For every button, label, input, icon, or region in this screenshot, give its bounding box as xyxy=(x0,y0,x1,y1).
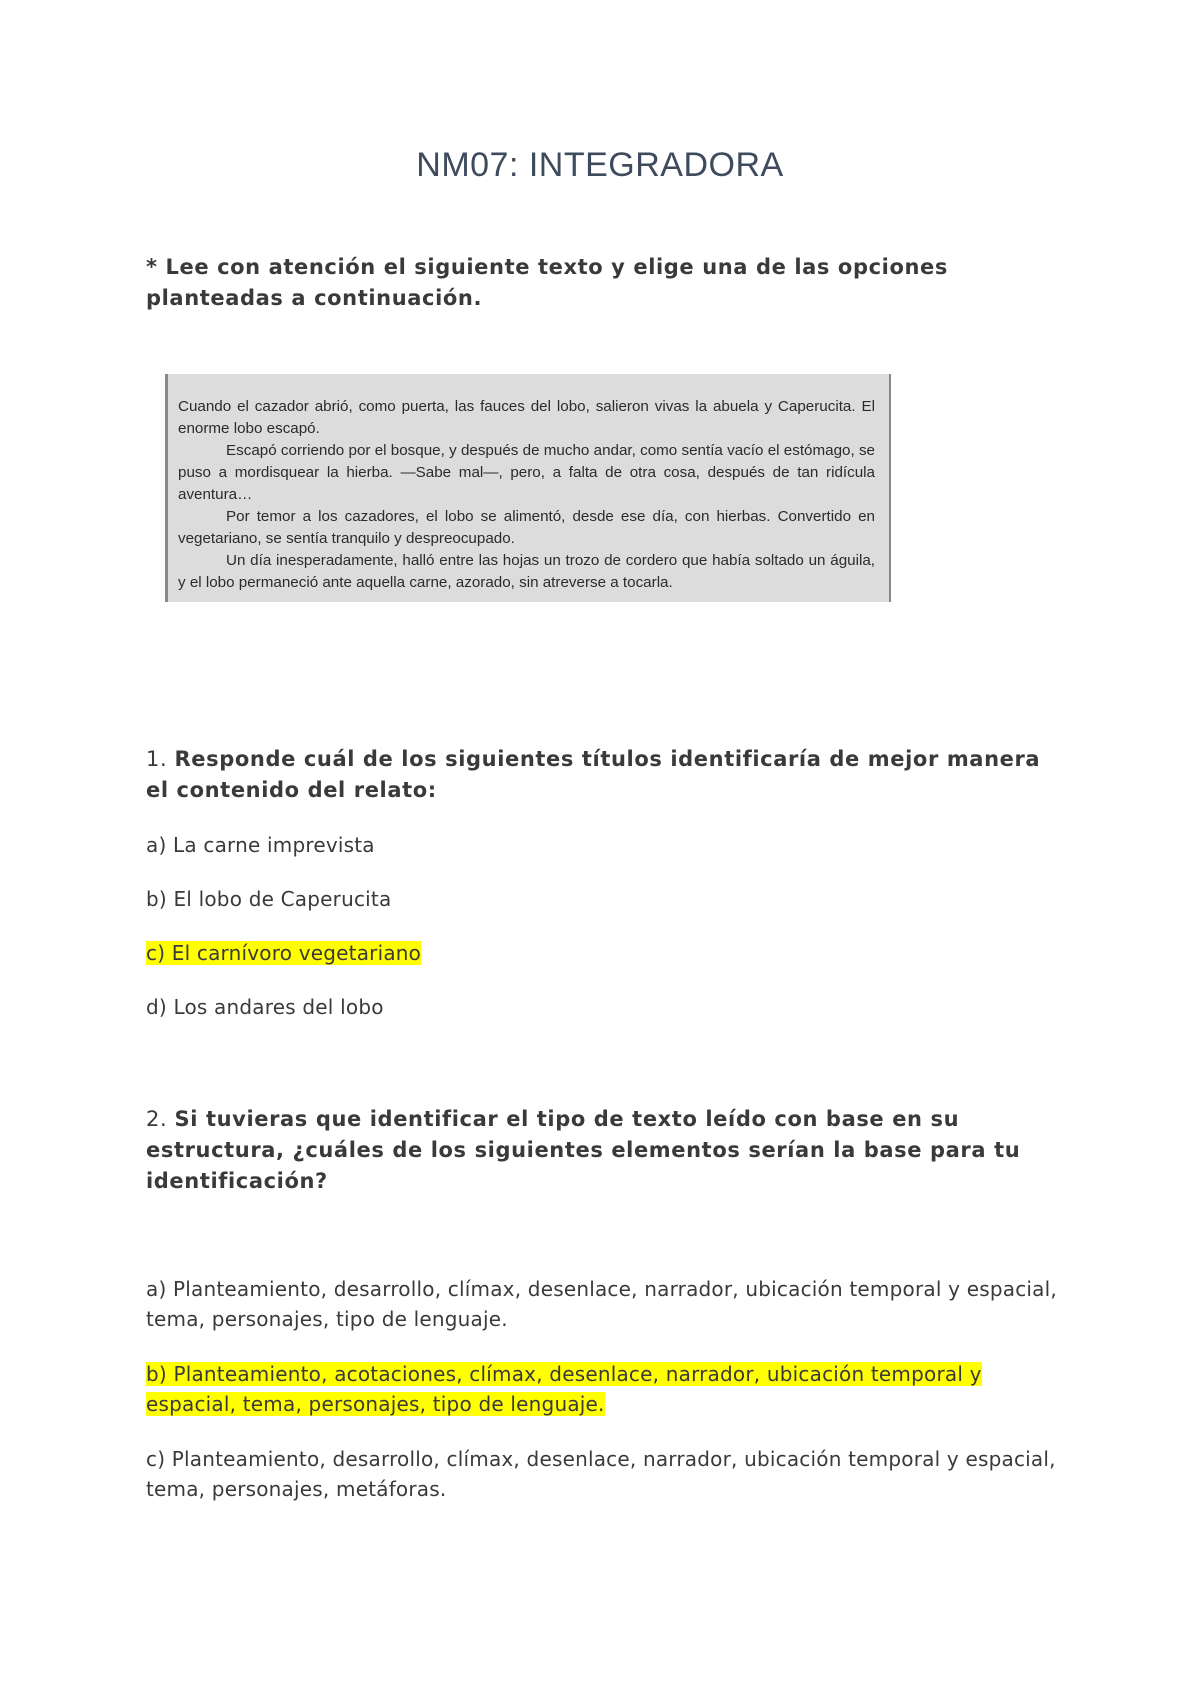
question-2-number: 2. xyxy=(146,1107,168,1131)
q2-option-c-label: c) Planteamiento, desarrollo, clímax, desenlace, narrador, ubicación temporal y espacial, tema, personajes, metáforas. xyxy=(146,1447,1056,1501)
q1-option-d xyxy=(146,992,1076,1022)
excerpt-paragraph-4: Un día inesperadamente, halló entre las hojas un trozo de cordero que había soltado un águila, y el lobo permaneció ante aquella carne, azorado, sin atreverse a tocarla. xyxy=(178,552,875,591)
excerpt-paragraph-3: Por temor a los cazadores, el lobo se alimentó, desde ese día, con hierbas. Convertido en vegetariano, se sentía tranquilo y despreocupado. xyxy=(178,508,875,547)
question-2 xyxy=(146,1104,1066,1197)
q2-option-a-label: a) Planteamiento, desarrollo, clímax, desenlace, narrador, ubicación temporal y espacial, tema, personajes, tipo de lenguaje. xyxy=(146,1277,1057,1331)
q1-option-c-label-highlighted: c) El carnívoro vegetariano xyxy=(146,941,422,965)
q2-option-a xyxy=(146,1274,1076,1334)
excerpt-image-box xyxy=(165,374,891,602)
q2-option-c xyxy=(146,1444,1076,1504)
q1-option-a-label: a) La carne imprevista xyxy=(146,833,375,857)
q2-option-b-label-highlighted: b) Planteamiento, acotaciones, clímax, desenlace, narrador, ubicación temporal y espacial, tema, personajes, tipo de lenguaje. xyxy=(146,1362,982,1416)
page-title: NM07: INTEGRADORA xyxy=(416,146,784,184)
q1-option-b xyxy=(146,884,1076,914)
question-2-text: Si tuvieras que identificar el tipo de texto leído con base en su estructura, ¿cuáles de los siguientes elementos serían la base para tu identificación? xyxy=(146,1107,1021,1193)
instruction-text: * Lee con atención el siguiente texto y elige una de las opciones planteadas a continuación. xyxy=(146,255,948,310)
q1-option-d-label: d) Los andares del lobo xyxy=(146,995,384,1019)
question-1 xyxy=(146,744,1066,806)
question-1-number: 1. xyxy=(146,747,168,771)
q1-option-c xyxy=(146,938,1076,968)
question-1-text: Responde cuál de los siguientes títulos identificaría de mejor manera el contenido del relato: xyxy=(146,747,1041,802)
q1-option-a xyxy=(146,830,1076,860)
excerpt-paragraph-1: Cuando el cazador abrió, como puerta, las fauces del lobo, salieron vivas la abuela y Caperucita. El enorme lobo escapó. xyxy=(178,398,875,437)
q2-option-b xyxy=(146,1359,1076,1419)
q1-option-b-label: b) El lobo de Caperucita xyxy=(146,887,392,911)
excerpt-paragraph-2: Escapó corriendo por el bosque, y después de mucho andar, como sentía vacío el estómago, se puso a mordisquear la hierba. —Sabe mal—, pero, a falta de otra cosa, después de tan ridícula aventura… xyxy=(178,442,875,503)
